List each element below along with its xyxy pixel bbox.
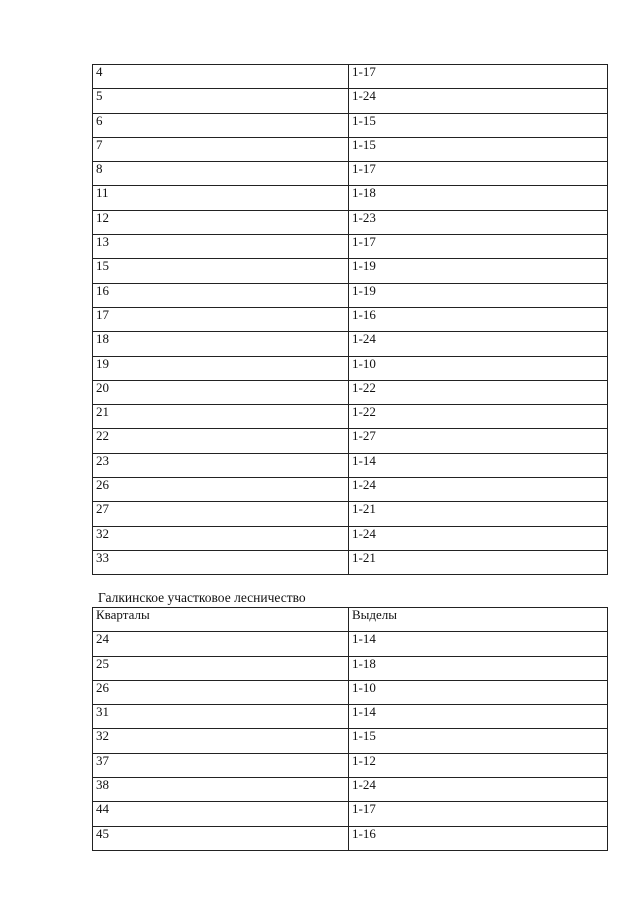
table-row (93, 802, 608, 826)
kvartal-cell: 5 (93, 89, 349, 113)
vydely-cell: 1-24 (349, 478, 608, 502)
vydely-cell: 1-18 (349, 186, 608, 210)
kvartal-cell: 20 (93, 380, 349, 404)
vydely-cell: 1-17 (349, 65, 608, 89)
vydely-cell: 1-16 (349, 307, 608, 331)
vydely-cell: 1-15 (349, 137, 608, 161)
kvartal-cell: 31 (93, 705, 349, 729)
table-row (93, 632, 608, 656)
table-row (93, 283, 608, 307)
kvartal-cell: 37 (93, 753, 349, 777)
kvartal-cell: 26 (93, 680, 349, 704)
vydely-cell: 1-10 (349, 356, 608, 380)
vydely-cell: 1-24 (349, 526, 608, 550)
vydely-cell: 1-22 (349, 405, 608, 429)
kvartal-cell: 11 (93, 186, 349, 210)
table-row (93, 210, 608, 234)
table-row (93, 705, 608, 729)
table-row (93, 307, 608, 331)
kvartal-cell: 16 (93, 283, 349, 307)
kvartal-cell: 27 (93, 502, 349, 526)
table-row (93, 453, 608, 477)
vydely-cell: 1-18 (349, 656, 608, 680)
table-row (93, 113, 608, 137)
table-row (93, 429, 608, 453)
vydely-cell: 1-24 (349, 332, 608, 356)
table-row (93, 89, 608, 113)
table-row (93, 526, 608, 550)
galkinskoe-kvartal-table (92, 607, 608, 851)
kvartal-cell: 6 (93, 113, 349, 137)
kvartal-table-continued (92, 64, 608, 575)
table-row (93, 235, 608, 259)
kvartal-cell: 12 (93, 210, 349, 234)
kvartal-cell: 45 (93, 826, 349, 850)
table-row (93, 753, 608, 777)
vydely-cell: 1-16 (349, 826, 608, 850)
table-row (93, 137, 608, 161)
table-row (93, 656, 608, 680)
kvartal-cell: 21 (93, 405, 349, 429)
kvartal-cell: 18 (93, 332, 349, 356)
kvartal-cell: 32 (93, 729, 349, 753)
vydely-cell: 1-15 (349, 113, 608, 137)
table-row (93, 778, 608, 802)
table-row (93, 380, 608, 404)
vydely-cell: 1-14 (349, 705, 608, 729)
section-title: Галкинское участковое лесничество (98, 590, 306, 605)
table-body (93, 65, 608, 575)
vydely-cell: 1-21 (349, 550, 608, 574)
vydely-cell: 1-24 (349, 89, 608, 113)
header-row (93, 608, 608, 632)
vydely-cell: 1-17 (349, 802, 608, 826)
table-row (93, 680, 608, 704)
kvartal-cell: 33 (93, 550, 349, 574)
kvartal-cell: 22 (93, 429, 349, 453)
vydely-cell: 1-23 (349, 210, 608, 234)
kvartal-cell: 38 (93, 778, 349, 802)
vydely-cell: 1-12 (349, 753, 608, 777)
table-row (93, 332, 608, 356)
kvartal-cell: 7 (93, 137, 349, 161)
table-row (93, 502, 608, 526)
kvartal-cell: 24 (93, 632, 349, 656)
vydely-cell: 1-27 (349, 429, 608, 453)
table-row (93, 186, 608, 210)
table-row (93, 259, 608, 283)
table-body (93, 632, 608, 851)
table-row (93, 405, 608, 429)
vydely-cell: 1-17 (349, 162, 608, 186)
kvartal-cell: 13 (93, 235, 349, 259)
vydely-cell: 1-19 (349, 283, 608, 307)
vydely-cell: 1-15 (349, 729, 608, 753)
vydely-cell: 1-22 (349, 380, 608, 404)
table-row (93, 729, 608, 753)
vydely-cell: 1-21 (349, 502, 608, 526)
kvartal-cell: 25 (93, 656, 349, 680)
kvartal-cell: 8 (93, 162, 349, 186)
vydely-cell: 1-24 (349, 778, 608, 802)
kvartal-cell: 4 (93, 65, 349, 89)
table-row (93, 550, 608, 574)
kvartal-cell: 17 (93, 307, 349, 331)
vydely-cell: 1-19 (349, 259, 608, 283)
vydely-cell: 1-17 (349, 235, 608, 259)
vydely-cell: 1-14 (349, 632, 608, 656)
column-header-kvartaly: Кварталы (93, 608, 349, 632)
kvartal-cell: 19 (93, 356, 349, 380)
kvartal-cell: 15 (93, 259, 349, 283)
kvartal-cell: 26 (93, 478, 349, 502)
table-row (93, 356, 608, 380)
kvartal-cell: 23 (93, 453, 349, 477)
table-row (93, 162, 608, 186)
column-header-vydely: Выделы (349, 608, 608, 632)
vydely-cell: 1-10 (349, 680, 608, 704)
table-row (93, 826, 608, 850)
table-row (93, 65, 608, 89)
kvartal-cell: 32 (93, 526, 349, 550)
table-row (93, 478, 608, 502)
kvartal-cell: 44 (93, 802, 349, 826)
vydely-cell: 1-14 (349, 453, 608, 477)
table-header (93, 608, 608, 632)
